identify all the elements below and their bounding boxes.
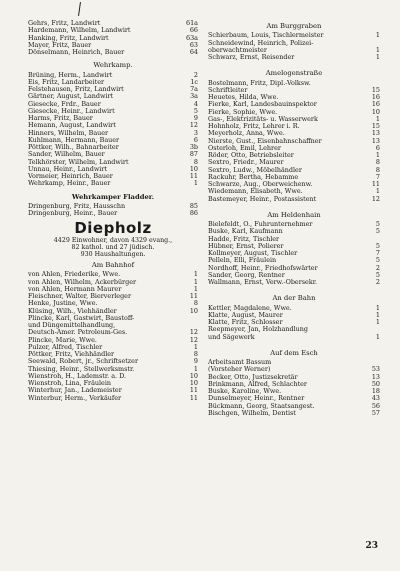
entry-house-number: 53 (371, 365, 380, 374)
directory-entry (28, 344, 198, 351)
entry-name: Fleischner, Walter, Bierverleger (28, 293, 131, 301)
entry-house-number: 2 (375, 263, 380, 272)
directory-entry (208, 123, 380, 130)
entry-name: Brinkmann, Alfred, Schlachter (208, 380, 307, 388)
directory-entry (208, 257, 380, 264)
entry-name: Hinners, Wilhelm, Bauer (28, 129, 109, 137)
entry-house-number: 43 (371, 394, 380, 403)
directory-entry (208, 196, 380, 203)
directory-entry (28, 93, 198, 100)
entry-house-number: 6 (193, 135, 198, 144)
entry-house-number: 11 (371, 180, 380, 188)
entry-name: Heuetes, Hilda, Wwe. (208, 94, 279, 101)
entry-name: Rackuhr, Bertha, Hebamme (208, 173, 299, 181)
entry-name: Brüning, Herm., Landwirt (28, 71, 113, 79)
directory-entry (28, 166, 198, 173)
entry-name: Wehrkamp, Heinr., Bauer (28, 180, 111, 188)
directory-entry (28, 101, 198, 108)
entry-name: Schierbaum, Louis, Tischlermeister (208, 32, 324, 40)
entry-name: Buske, Karoline, Wwe. (208, 388, 282, 395)
directory-entry (208, 359, 380, 366)
entry-name: Schwarze, Aug., Oberweichenw. (208, 181, 313, 188)
entry-house-number: 4 (193, 99, 198, 108)
directory-entry (208, 94, 380, 101)
entry-name: von Ahlen, Friederike, Wwe. (28, 271, 121, 279)
heldenhain-entries (208, 221, 380, 286)
directory-entry (28, 337, 198, 344)
directory-entry (208, 388, 380, 395)
entry-name: Giesecke, Frdr., Bauer (28, 100, 101, 108)
entry-name: Bielefeldt, O., Fuhrunternehmer (208, 221, 313, 228)
entry-name: Kettler, Magdalene, Wwe. (208, 304, 292, 312)
entry-house-number: 1 (193, 277, 198, 286)
entry-house-number: 1 (375, 114, 380, 123)
directory-entry (28, 49, 198, 56)
entry-house-number: 1 (375, 303, 380, 312)
town-info (28, 237, 198, 259)
entry-name: Seewald, Robert, jr., Schriftsetzer (28, 358, 139, 366)
section-heading-wehrkamp: Wehrkamp. (93, 61, 133, 70)
town-info-line1: 4429 Einwohner, davon 4329 evang., (53, 236, 173, 244)
directory-entry (208, 159, 380, 166)
entry-house-number: 8 (193, 157, 198, 166)
entry-name: Felstehausen, Fritz, Landwirt (28, 86, 124, 93)
entry-house-number: 5 (375, 220, 380, 228)
directory-entry (28, 122, 198, 129)
entry-house-number: 1 (193, 284, 198, 293)
entry-house-number: 15 (371, 122, 380, 130)
directory-entry (28, 366, 198, 373)
directory-entry (208, 319, 380, 326)
town-info-line3: 930 Haushaltungen. (80, 250, 146, 258)
directory-entry (208, 279, 380, 286)
entry-house-number: 50 (371, 379, 380, 388)
entry-name: Giesecke, Heinr., Landwirt (28, 107, 115, 115)
entry-name: Fierke, Karl, Landesbauinspektor (208, 101, 317, 109)
directory-entry (208, 326, 380, 333)
directory-entry (28, 115, 198, 122)
entry-name: Wallmann, Ernst, Verw.-Obersekr. (208, 279, 318, 286)
entry-house-number: 56 (371, 401, 380, 410)
entry-name: Meyerholz, Anna, Wwe. (208, 130, 285, 138)
directory-entry (208, 47, 380, 54)
entry-name: Winterbur, Herm., Verkäufer (28, 394, 122, 402)
entry-name: Telkhörster, Wilhelm, Landwirt (28, 158, 129, 166)
section-heading-esch: Auf dem Esch (270, 348, 318, 357)
entry-name: Bückmann, Georg, Staatsangest. (208, 402, 315, 410)
entry-name: Dringenburg, Fritz, Hausschn (28, 202, 126, 210)
directory-entry (208, 32, 380, 39)
entry-name: Hemann, August, Landwirt (28, 122, 116, 130)
entry-house-number: 12 (189, 121, 198, 130)
entry-name: Eis, Fritz, Landarbeiter (28, 78, 105, 86)
entry-name: Röder, Otto, Betriebsleiter (208, 152, 294, 159)
directory-entry (28, 315, 198, 322)
section-heading-burggraben: Am Burggraben (266, 22, 322, 30)
entry-house-number: 1 (375, 332, 380, 341)
directory-entry (28, 322, 198, 329)
entry-name: Schriftleiter (208, 86, 248, 94)
entry-name: Unnau, Heinr., Landwirt (28, 165, 107, 173)
section-heading-fladder: Wehrkamper Fladder. (71, 192, 155, 201)
directory-entry (208, 305, 380, 312)
directory-entry (28, 300, 198, 307)
entry-name: Pöttker, Fritz, Viehhändler (28, 351, 115, 359)
entry-name: Kuhlmann, Hermann, Bauer (28, 136, 120, 144)
entry-house-number: 10 (189, 306, 198, 315)
directory-entry (208, 250, 380, 257)
directory-entry (28, 395, 198, 402)
town-info-line2: 82 kathol. und 27 jüdisch. (71, 243, 155, 251)
entry-house-number: 8 (193, 299, 198, 308)
entry-house-number: 5 (375, 241, 380, 250)
entry-name: und Sägewerk (208, 333, 255, 341)
directory-entry (28, 210, 198, 217)
entry-house-number: 5 (375, 227, 380, 236)
entry-name: Schwarz, Ernst, Reisender (208, 54, 295, 61)
directory-entry (208, 145, 380, 152)
entry-name: Bischgen, Wilhelm, Dentist (208, 409, 296, 417)
entry-house-number: 10 (189, 379, 198, 388)
entry-house-number: 87 (189, 150, 198, 159)
entry-house-number: 1 (375, 31, 380, 40)
directory-entry (208, 54, 380, 61)
entry-house-number: 86 (189, 209, 198, 217)
entry-house-number: 18 (371, 387, 380, 395)
section-heading-amelogen: Amelogenstraße (265, 69, 323, 78)
entry-house-number: 85 (189, 201, 198, 210)
entry-name: von Ahlen, Wilhelm, Ackerbürger (28, 278, 137, 286)
entry-name: Reepmeyer, Jan, Holzhandlung (208, 326, 308, 334)
entry-name: und Düngemittelhandlung, (28, 322, 116, 330)
directory-entry (28, 79, 198, 86)
entry-house-number: 1 (193, 342, 198, 351)
entry-name: (Vorsteher Werner) (208, 366, 271, 374)
entry-name: Nierste, Gust., Eisenbahnschaffner (208, 137, 322, 145)
entry-house-number: 1 (375, 151, 380, 159)
top-entries (28, 20, 198, 56)
entry-name: Hübner, Ernst, Polierer (208, 242, 284, 250)
entry-house-number: 3 (193, 128, 198, 137)
directory-entry (208, 152, 380, 159)
entry-name: Kollmeyer, August, Tischler (208, 250, 298, 257)
entry-name: Klüsing, Wilh., Viehhändler (28, 307, 117, 315)
entry-name: Hardemann, Wilhelm, Landwirt (28, 27, 131, 35)
entry-name: Nordhoff, Heinr., Friedhofswärter (208, 264, 318, 272)
entry-house-number: 6 (375, 143, 380, 152)
entry-house-number: 3b (189, 143, 198, 151)
town-title: Diepholz (74, 219, 152, 238)
directory-entry (208, 167, 380, 174)
directory-entry (28, 173, 198, 180)
directory-entry (208, 312, 380, 319)
entry-house-number: 1 (375, 53, 380, 61)
directory-entry (28, 108, 198, 115)
directory-entry (28, 279, 198, 286)
directory-entry (28, 271, 198, 278)
entry-house-number: 8 (375, 158, 380, 167)
directory-entry (208, 272, 380, 279)
entry-name: Fierke, Sophie, Wwe. (208, 108, 278, 116)
entry-house-number (184, 315, 198, 322)
directory-entry (208, 188, 380, 195)
entry-name: Klatte, Fritz, Schlosser (208, 319, 283, 326)
entry-name: Dunselmeyer, Heinr., Rentner (208, 395, 305, 403)
entry-name: Plincke, Karl, Gastwirt, Baustoff- (28, 314, 135, 322)
entry-house-number: 1 (193, 179, 198, 188)
directory-entry (208, 374, 380, 381)
directory-entry (208, 116, 380, 123)
entry-name: Harms, Fritz, Bauer (28, 115, 93, 122)
directory-entry (208, 181, 380, 188)
entry-house-number: 5 (375, 270, 380, 279)
entry-house-number: 7 (375, 172, 380, 181)
entry-name: Sextro, Friedr., Maurer (208, 159, 284, 167)
entry-name: Pulzer, Alfred, Tischler (28, 343, 103, 351)
directory-entry (208, 101, 380, 108)
entry-name: Gärtner, August, Landwirt (28, 93, 114, 101)
entry-name: Pelleln, Elli, Fräulein (208, 257, 277, 265)
directory-entry (28, 130, 198, 137)
entry-name: Osterloh, Emil, Lehrer (208, 144, 281, 152)
entry-name: Dringenburg, Heinr., Bauer (28, 210, 118, 217)
entry-name: Hadde, Fritz, Tischler (208, 235, 280, 243)
directory-entry (28, 27, 198, 34)
entry-house-number: 8 (193, 350, 198, 359)
entry-house-number: 63 (189, 40, 198, 49)
directory-entry (28, 72, 198, 79)
entry-name: Buske, Karl, Kaufmann (208, 228, 283, 236)
entry-name: Sextro, Ludw., Möbelhändler (208, 166, 302, 174)
entry-name: Gehrs, Fritz, Landwirt (28, 20, 101, 27)
entry-house-number: 9 (193, 357, 198, 366)
entry-house-number: 11 (189, 292, 198, 301)
directory-entry (208, 138, 380, 145)
directory-entry (208, 334, 380, 341)
directory-entry (28, 286, 198, 293)
fladder-entries (28, 203, 198, 218)
entry-house-number: 61a (186, 19, 198, 27)
bahn-entries (208, 305, 380, 341)
entry-house-number: 2 (375, 278, 380, 286)
entry-house-number: 10 (189, 371, 198, 380)
entry-name: Klatte, August, Maurer (208, 311, 283, 319)
directory-entry (208, 236, 380, 243)
entry-house-number: 7 (375, 249, 380, 257)
directory-entry (28, 380, 198, 387)
entry-house-number: 13 (371, 372, 380, 381)
entry-name: Winterhur, Jan., Lademeister (28, 387, 122, 395)
section-heading-heldenhain: Am Heldenhain (267, 210, 321, 219)
entry-house-number: 11 (189, 393, 198, 402)
entry-house-number: 2 (193, 70, 198, 79)
entry-house-number: 63a (186, 33, 198, 42)
directory-entry (208, 130, 380, 137)
directory-entry (28, 293, 198, 300)
entry-name: Wienstroh, H., Lademstr. a. D. (28, 372, 127, 380)
entry-house-number: 13 (371, 129, 380, 138)
entry-house-number: 5 (193, 106, 198, 115)
esch-entries (208, 359, 380, 417)
directory-entry (208, 87, 380, 94)
entry-name: Henke, Justine, Wwe. (28, 300, 98, 308)
entry-house-number: 16 (371, 93, 380, 101)
directory-entry (28, 144, 198, 151)
directory-entry (208, 243, 380, 250)
directory-entry (28, 35, 198, 42)
entry-house-number: 12 (189, 335, 198, 344)
directory-entry (208, 109, 380, 116)
section-heading-bahn: An der Bahn (272, 294, 316, 303)
entry-house-number: 12 (371, 194, 380, 203)
directory-entry (28, 151, 198, 158)
entry-name: oberwachtmeister (208, 46, 267, 54)
entry-name: Bostelmann, Fritz, Dipl.-Volksw. (208, 79, 311, 87)
entry-name: Plincke, Marie, Wwe. (28, 336, 97, 344)
directory-entry (28, 137, 198, 144)
entry-name: Schneidewind, Heinrich, Polizei- (208, 39, 314, 47)
entry-house-number: 66 (189, 26, 198, 35)
entry-house-number: 57 (371, 408, 380, 417)
entry-house-number: 1 (193, 364, 198, 373)
entry-name: Gas-, Elektrizitäts- u. Wasserwerk (208, 115, 318, 123)
entry-house-number: 11 (189, 386, 198, 395)
entry-house-number: 15 (371, 85, 380, 94)
entry-name: Sander, Wilhelm, Bauer (28, 151, 105, 159)
entry-name: Becker, Otto, Justizsekretär (208, 373, 298, 381)
entry-name: Vormeier, Heinrich, Bauer (28, 173, 113, 180)
entry-house-number: 1 (375, 187, 380, 196)
directory-entry (208, 265, 380, 272)
entry-house-number: 10 (189, 164, 198, 173)
directory-entry (208, 381, 380, 388)
directory-entry (28, 308, 198, 315)
entry-house-number: 16 (371, 100, 380, 109)
entry-name: Dönselmann, Heinrich, Bauer (28, 49, 125, 56)
directory-entry (208, 228, 380, 235)
directory-entry (208, 395, 380, 402)
burggraben-entries (208, 32, 380, 61)
left-column (28, 20, 198, 402)
entry-house-number: 1 (375, 310, 380, 319)
entry-name: Bastemeyer, Heinr., Postassistent (208, 195, 317, 203)
entry-house-number: 1 (375, 45, 380, 54)
directory-entry (28, 203, 198, 210)
entry-name: Wienstroh, Lina, Fräulein (28, 380, 112, 388)
directory-entry (208, 410, 380, 417)
entry-name: Sander, Georg, Rentner (208, 271, 285, 279)
entry-name: von Ahlen, Hermann Maurer (28, 285, 122, 293)
directory-entry (208, 174, 380, 181)
section-heading-bahnhof: Am Bahnhof (91, 261, 135, 270)
entry-name: Thiesing, Heinr., Stellwerksmstr. (28, 365, 135, 373)
pen-tick-mark (78, 2, 81, 16)
directory-entry (28, 329, 198, 336)
right-column (208, 20, 380, 417)
entry-house-number: 9 (193, 114, 198, 122)
entry-house-number: 10 (371, 107, 380, 116)
directory-entry (28, 387, 198, 394)
directory-entry (208, 221, 380, 228)
bahnhof-entries (28, 271, 198, 402)
entry-house-number: 1c (190, 77, 198, 86)
directory-entry (28, 358, 198, 365)
directory-entry (208, 80, 380, 87)
directory-entry (208, 366, 380, 373)
amelogen-entries (208, 80, 380, 203)
entry-house-number: 64 (189, 48, 198, 56)
wehrkamp-entries (28, 72, 198, 188)
entry-house-number: 5 (375, 256, 380, 265)
entry-house-number: 7a (190, 85, 198, 93)
directory-entry (28, 20, 198, 27)
directory-entry (28, 159, 198, 166)
entry-name: Deutsch-Amer. Petroleum-Ges. (28, 329, 128, 337)
entry-name: Wiedemann, Elisabeth, Wwe. (208, 188, 303, 196)
directory-entry (28, 42, 198, 49)
directory-entry (28, 180, 198, 187)
entry-name: Arbeitsamt Bassum (208, 359, 272, 366)
entry-house-number: 13 (371, 136, 380, 145)
entry-name: Hanking, Fritz, Landwirt (28, 34, 109, 42)
entry-house-number: 3a (190, 92, 198, 101)
directory-entry (28, 373, 198, 380)
entry-house-number: 8 (375, 165, 380, 174)
entry-name: Hohnholz, Fritz, Lehrer i. R. (208, 123, 300, 130)
entry-house-number: 11 (189, 172, 198, 180)
directory-entry (208, 403, 380, 410)
directory-entry (208, 40, 380, 47)
directory-entry (28, 351, 198, 358)
entry-house-number: 12 (189, 328, 198, 337)
page-number: 23 (365, 541, 378, 551)
entry-house-number: 1 (375, 318, 380, 326)
entry-name: Mayer, Fritz, Bauer (28, 41, 92, 49)
entry-house-number: 1 (193, 270, 198, 279)
entry-name: Pöttker, Wilh., Bahnarbeiter (28, 144, 119, 151)
directory-entry (28, 86, 198, 93)
